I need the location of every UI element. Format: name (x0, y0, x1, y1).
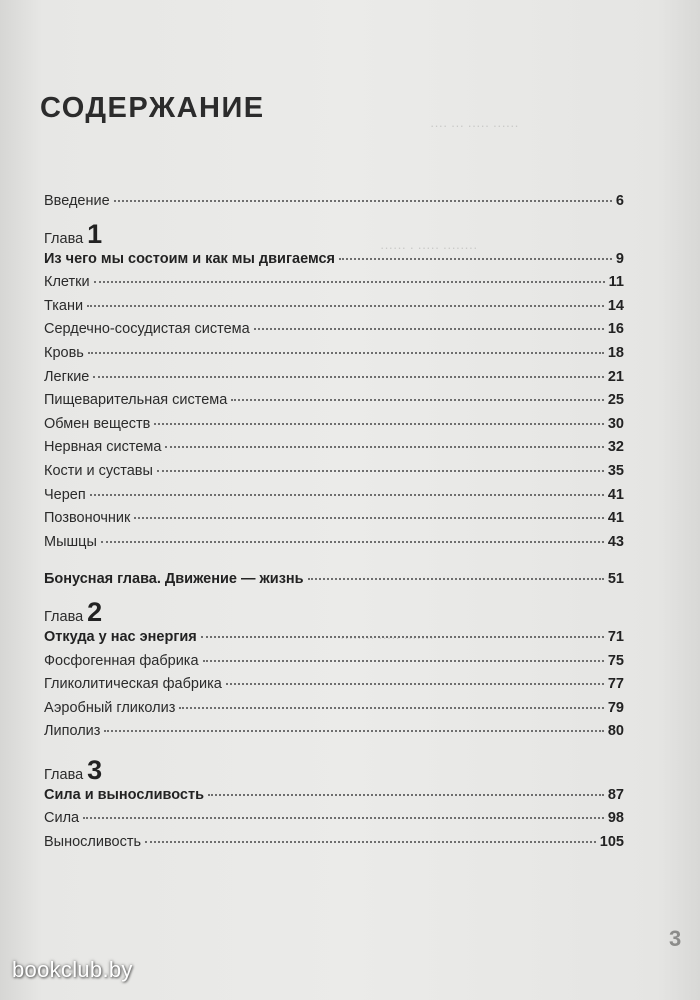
toc-entry-label: Откуда у нас энергия (44, 628, 197, 645)
toc-entry-label: Липолиз (44, 723, 101, 740)
toc-entry-label: Клетки (44, 274, 90, 291)
toc-entry-label: Выносливость (44, 834, 142, 851)
toc-entry-page: 11 (608, 274, 624, 291)
dot-leader (83, 817, 604, 819)
toc-entry-page: 98 (607, 810, 624, 827)
toc-entry[interactable] (44, 534, 624, 558)
dot-leader (134, 517, 604, 519)
toc-entry-label: Пищеварительная система (44, 392, 228, 409)
chapter-word: Глава (44, 608, 84, 625)
chapter-word: Глава (44, 766, 84, 783)
toc-entry-label: Бонусная глава. Движение — жизнь (44, 571, 304, 588)
toc-entry[interactable] (44, 392, 624, 416)
dot-leader (226, 683, 604, 685)
toc-entry[interactable] (44, 653, 624, 677)
toc-entry-page: 77 (607, 676, 624, 693)
dot-leader (101, 541, 604, 543)
toc-entry-page: 6 (615, 193, 624, 209)
toc-entry-page: 41 (607, 510, 624, 527)
toc-entry-label: Кровь (44, 344, 84, 361)
table-of-contents (44, 193, 624, 858)
page-number: 3 (669, 926, 682, 951)
dot-leader (179, 707, 603, 709)
dot-leader (308, 578, 604, 580)
toc-entry[interactable] (44, 723, 624, 747)
toc-entry-page: 51 (607, 571, 624, 588)
toc-entry-label: Сила (44, 810, 80, 827)
page-title: СОДЕРЖАНИЕ (40, 92, 265, 124)
toc-entry-label: Череп (44, 486, 86, 503)
toc-chapter-1-heading[interactable] (44, 251, 624, 275)
dot-leader (114, 200, 612, 202)
toc-entry-page: 41 (607, 486, 624, 503)
toc-entry-page: 79 (607, 699, 624, 716)
toc-chapter-2-heading[interactable] (44, 629, 624, 653)
watermark-text: bookclub.by (12, 957, 133, 982)
toc-entry[interactable] (44, 416, 624, 440)
toc-entry-label: Гликолитическая фабрика (44, 676, 222, 693)
dot-leader (203, 660, 604, 662)
toc-entry-label: Легкие (44, 368, 90, 385)
toc-entry-page: 35 (607, 462, 624, 479)
dot-leader (157, 470, 604, 472)
toc-entry-page: 105 (599, 834, 624, 851)
toc-chapter-3-heading[interactable] (44, 787, 624, 811)
toc-entry-label: Сердечно-сосудистая система (44, 321, 250, 338)
chapter-1-marker (44, 218, 624, 251)
chapter-number: 3 (87, 754, 103, 785)
dot-leader (94, 281, 605, 283)
toc-bonus-chapter[interactable] (44, 571, 624, 595)
dot-leader (254, 328, 604, 330)
toc-entry-page: 18 (607, 344, 624, 361)
toc-entry-label: Фосфогенная фабрика (44, 652, 199, 669)
chapter-word: Глава (44, 230, 84, 247)
section-gap (44, 557, 624, 571)
bleed-through-text: ···· ··· ····· ······ (430, 118, 519, 133)
toc-entry-label: Мышцы (44, 533, 97, 550)
toc-entry[interactable] (44, 700, 624, 724)
bleed-through-text: ········ ····· ······· (340, 630, 434, 645)
toc-entry-intro[interactable] (44, 193, 624, 217)
bleed-through-text: ······ · ····· ········ (380, 240, 478, 255)
toc-entry[interactable] (44, 321, 624, 345)
dot-leader (90, 494, 604, 496)
toc-entry[interactable] (44, 345, 624, 369)
toc-entry-page: 16 (607, 321, 624, 338)
toc-entry-page: 80 (607, 723, 624, 740)
dot-leader (104, 730, 603, 732)
toc-entry-page: 30 (607, 415, 624, 432)
toc-entry-page: 75 (607, 652, 624, 669)
toc-entry-label: Обмен веществ (44, 415, 151, 432)
toc-entry[interactable] (44, 834, 624, 858)
chapter-number: 2 (87, 596, 103, 627)
toc-entry[interactable] (44, 298, 624, 322)
toc-entry-page: 9 (615, 250, 624, 267)
dot-leader (88, 352, 604, 354)
toc-entry-page: 32 (607, 439, 624, 456)
toc-entry-label: Аэробный гликолиз (44, 699, 176, 716)
toc-entry-label: Введение (44, 193, 110, 209)
toc-entry-page: 43 (607, 533, 624, 550)
chapter-3-marker (44, 754, 624, 787)
toc-entry-label: Сила и выносливость (44, 786, 205, 803)
toc-entry-label: Нервная система (44, 439, 162, 456)
dot-leader (201, 636, 604, 638)
toc-entry-page: 87 (607, 786, 624, 803)
toc-entry[interactable] (44, 510, 624, 534)
dot-leader (231, 399, 604, 401)
dot-leader (165, 446, 603, 448)
dot-leader (154, 423, 603, 425)
toc-entry-page: 21 (607, 368, 624, 385)
dot-leader (208, 794, 604, 796)
toc-entry-label: Из чего мы состоим и как мы двигаемся (44, 250, 335, 267)
toc-entry[interactable] (44, 439, 624, 463)
toc-entry[interactable] (44, 463, 624, 487)
dot-leader (339, 258, 612, 260)
toc-entry-label: Позвоночник (44, 510, 131, 527)
dot-leader (145, 841, 596, 843)
toc-entry-page: 25 (607, 392, 624, 409)
toc-entry-page: 71 (607, 628, 624, 645)
toc-entry[interactable] (44, 487, 624, 511)
toc-entry-label: Ткани (44, 297, 84, 314)
toc-entry[interactable] (44, 274, 624, 298)
dot-leader (93, 376, 603, 378)
chapter-2-marker (44, 596, 624, 629)
toc-entry[interactable] (44, 676, 624, 700)
toc-entry-page: 14 (607, 297, 624, 314)
toc-entry[interactable] (44, 810, 624, 834)
toc-entry-label: Кости и суставы (44, 462, 153, 479)
dot-leader (87, 305, 604, 307)
chapter-number: 1 (87, 218, 103, 249)
toc-entry[interactable] (44, 369, 624, 393)
